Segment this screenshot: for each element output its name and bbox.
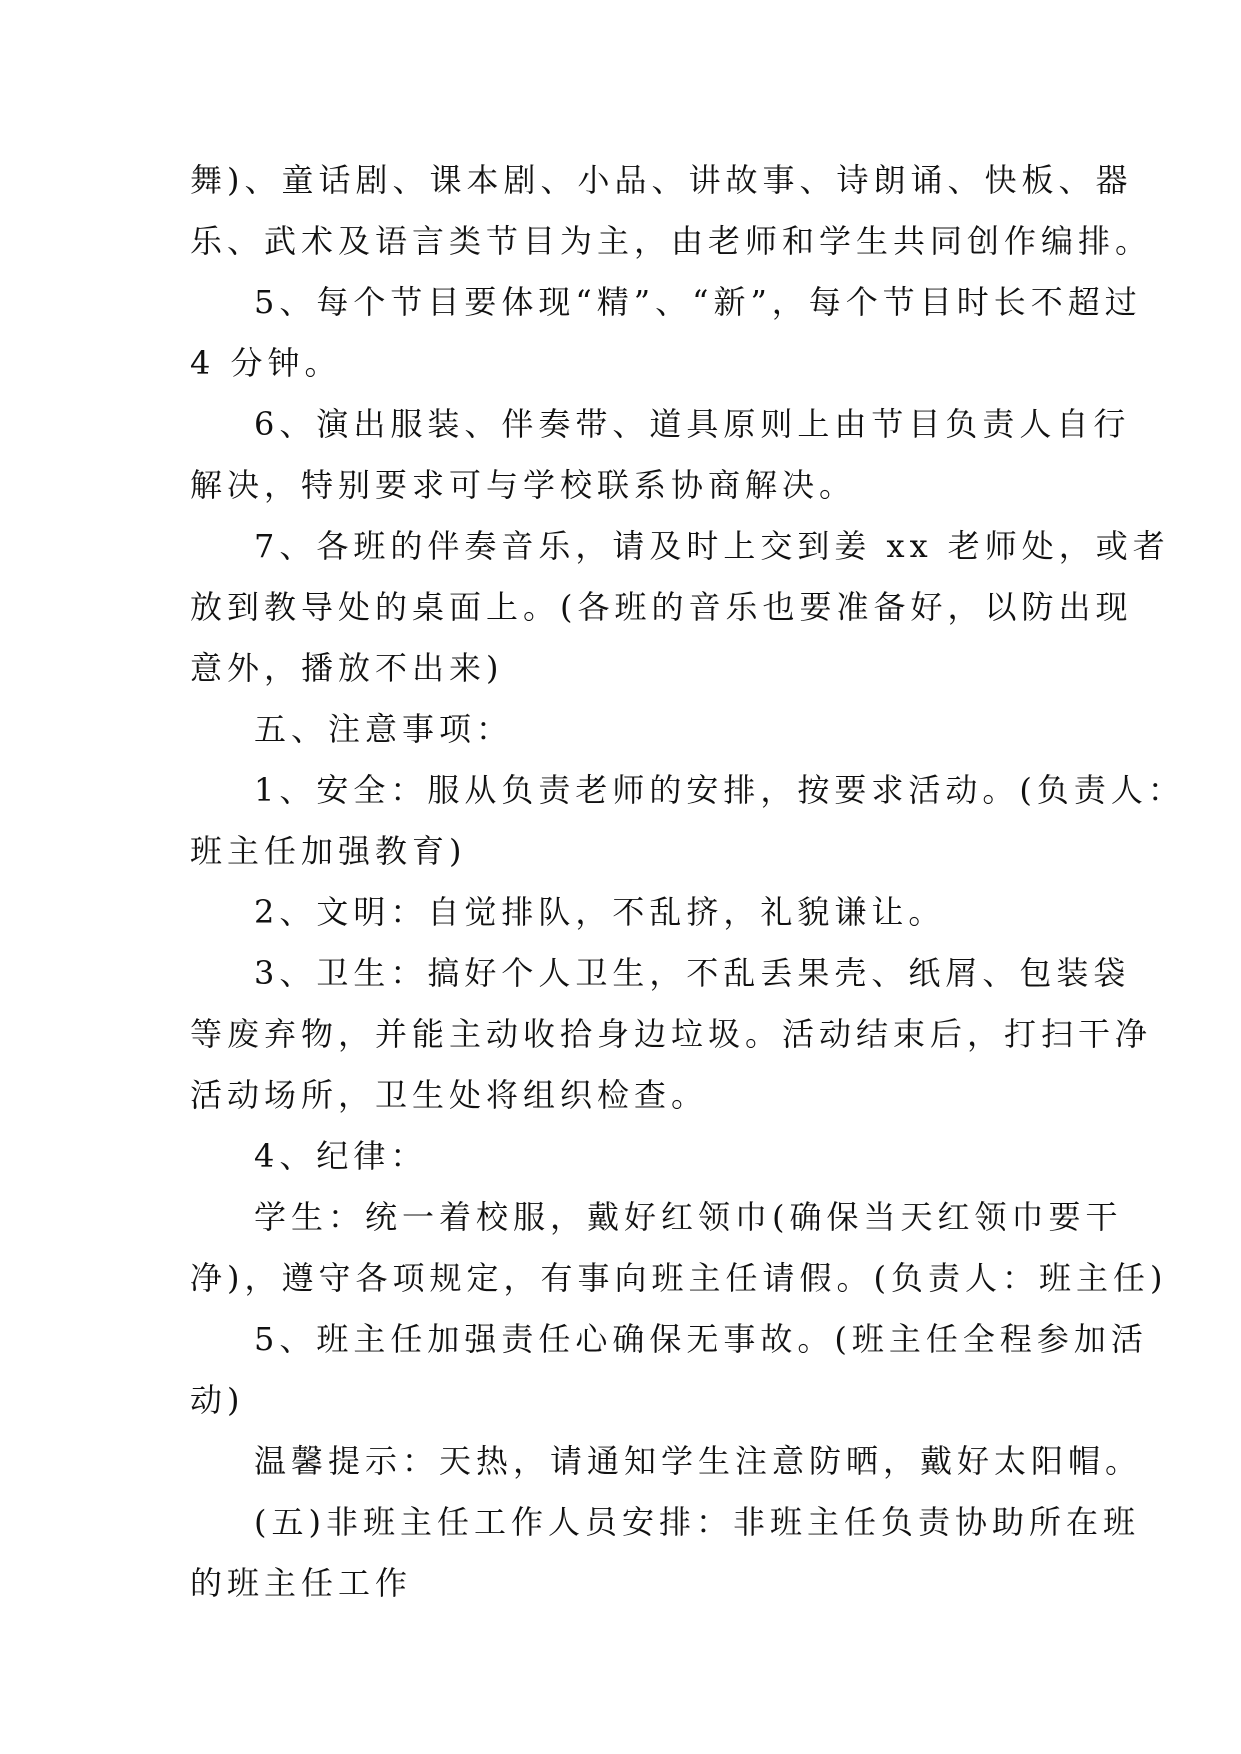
text-line: 6、演出服装、伴奏带、道具原则上由节目负责人自行	[254, 405, 1131, 443]
text-line: 活动场所，卫生处将组织检查。	[190, 1076, 709, 1114]
text-line: 7、各班的伴奏音乐，请及时上交到姜 xx 老师处，或者	[254, 527, 1170, 565]
document-body	[190, 150, 1185, 1614]
text-line: 4 分钟。	[190, 344, 342, 382]
text-line: (五)非班主任工作人员安排：非班主任负责协助所在班	[254, 1503, 1140, 1541]
text-line: 5、班主任加强责任心确保无事故。(班主任全程参加活	[254, 1320, 1148, 1358]
text-line: 温馨提示：天热，请通知学生注意防晒，戴好太阳帽。	[254, 1442, 1143, 1480]
text-line: 意外，播放不出来)	[190, 649, 504, 687]
text-line: 的班主任工作	[190, 1564, 413, 1602]
section-heading: 五、注意事项：	[254, 710, 514, 748]
text-line: 1、安全：服从负责老师的安排，按要求活动。(负责人：	[254, 771, 1185, 809]
text-line: 乐、武术及语言类节目为主，由老师和学生共同创作编排。	[190, 222, 1153, 260]
text-line: 5、每个节目要体现“精”、“新”，每个节目时长不超过	[254, 283, 1142, 321]
text-line: 放到教导处的桌面上。(各班的音乐也要准备好，以防出现	[190, 588, 1133, 626]
text-line: 3、卫生：搞好个人卫生，不乱丢果壳、纸屑、包装袋	[254, 954, 1131, 992]
text-line: 学生：统一着校服，戴好红领巾(确保当天红领巾要干	[254, 1198, 1123, 1236]
text-line: 等废弃物，并能主动收拾身边垃圾。活动结束后，打扫干净	[190, 1015, 1153, 1053]
text-line: 动)	[190, 1381, 245, 1419]
text-line: 解决，特别要求可与学校联系协商解决。	[190, 466, 857, 504]
text-line: 舞)、童话剧、课本剧、小品、讲故事、诗朗诵、快板、器	[190, 161, 1133, 199]
text-line: 班主任加强教育)	[190, 832, 467, 870]
text-line: 2、文明：自觉排队，不乱挤，礼貌谦让。	[254, 893, 946, 931]
text-line: 4、纪律：	[254, 1137, 428, 1175]
text-line: 净)，遵守各项规定，有事向班主任请假。(负责人：班主任)	[190, 1259, 1168, 1297]
